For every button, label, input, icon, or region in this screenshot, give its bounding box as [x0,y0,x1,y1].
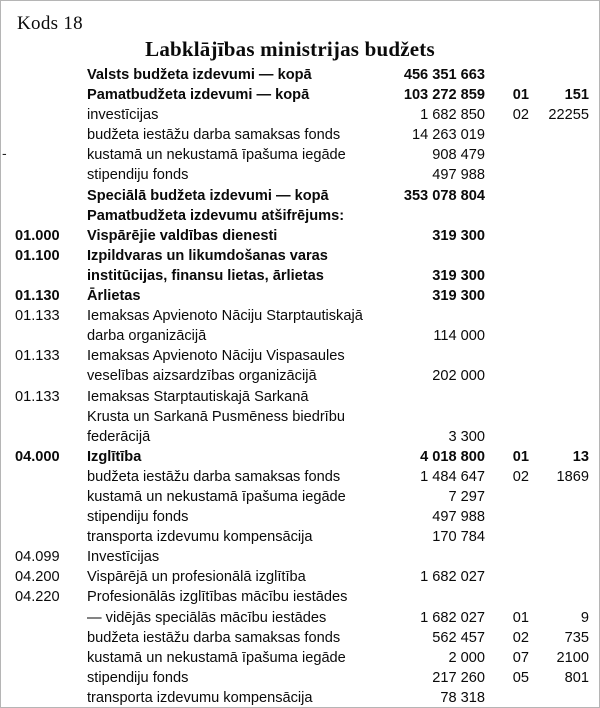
table-row [15,507,589,527]
row-desc: veselības aizsardzības organizācijā [87,368,317,385]
row-col1: 01 [512,87,529,104]
row-amount: 1 682 027 [420,609,485,626]
table-row [15,246,589,266]
row-desc: Pamatbudžeta izdevumi — kopā [87,87,310,104]
row-desc: — vidējās speciālās mācību iestādes [87,609,327,626]
row-desc: Izpildvaras un likumdošanas varas [87,247,328,264]
row-amount: 562 457 [432,629,485,646]
row-amount: 4 018 800 [420,448,485,465]
table-row [15,366,589,386]
row-amount: 908 479 [432,147,485,164]
row-desc: Profesionālās izglītības mācību iestādes [87,589,348,606]
row-amount: 114 000 [433,328,485,345]
row-col2: 1869 [556,468,589,485]
row-desc: kustamā un nekustamā īpašuma iegāde [87,488,346,505]
table-row [15,346,589,366]
budget-table [15,65,589,708]
row-code: 04.220 [15,589,60,606]
row-amount: 103 272 859 [403,87,485,104]
row-amount: 497 988 [432,509,485,526]
table-row [15,487,589,507]
table-row [15,125,589,145]
row-desc: stipendiju fonds [87,669,189,686]
scan-artifact-mark: - [2,145,7,161]
row-desc: institūcijas, finansu lietas, ārlietas [87,267,324,284]
table-row [15,105,589,125]
row-desc: Izglītība [87,448,142,465]
table-row [15,226,589,246]
row-desc: Iemaksas Apvienoto Nāciju Starptautiskajā [87,308,363,325]
row-desc: kustamā un nekustamā īpašuma iegāde [87,649,346,666]
table-row [15,266,589,286]
row-code: 04.000 [15,448,60,465]
row-amount: 1 682 850 [420,107,485,124]
row-desc: investīcijas [87,107,159,124]
row-amount: 456 351 663 [403,67,485,83]
row-desc: Iemaksas Starptautiskajā Sarkanā [87,388,309,405]
row-amount: 3 300 [448,428,485,445]
table-row [15,65,589,85]
table-row [15,165,589,185]
row-col1: 07 [512,649,529,666]
row-col1: 05 [512,669,529,686]
row-desc: budžeta iestāžu darba samaksas fonds [87,468,341,485]
row-desc: Investīcijas [87,549,160,566]
row-code: 01.130 [15,288,60,305]
table-row [15,145,589,165]
row-amount: 497 988 [432,167,485,184]
table-row [15,467,589,487]
kods-label: Kods 18 [17,13,83,34]
row-amount: 14 263 019 [411,127,485,144]
row-col2: 801 [564,669,589,686]
row-amount: 1 682 027 [420,569,485,586]
row-code: 01.100 [15,247,60,264]
row-col2: 735 [564,629,589,646]
row-code: 01.133 [15,348,60,365]
row-desc: Vispārējā un profesionālā izglītība [87,569,306,586]
row-col2: 13 [572,448,589,465]
row-col2: 151 [564,87,589,104]
row-desc: Krusta un Sarkanā Pusmēness biedrību [87,408,345,425]
table-row [15,688,589,708]
table-row [15,628,589,648]
row-desc: federācijā [87,428,151,445]
row-col1: 02 [512,629,529,646]
row-amount: 353 078 804 [403,187,485,204]
row-desc: Valsts budžeta izdevumi — kopā [87,67,312,83]
table-row [15,608,589,628]
table-row [15,447,589,467]
row-desc: kustamā un nekustamā īpašuma iegāde [87,147,346,164]
table-row [15,286,589,306]
table-row [15,85,589,105]
row-code: 04.099 [15,549,60,566]
table-row [15,206,589,226]
row-code: 01.000 [15,227,60,244]
row-desc: budžeta iestāžu darba samaksas fonds [87,127,341,144]
row-desc: stipendiju fonds [87,167,189,184]
row-desc: transporta izdevumu kompensācija [87,529,313,546]
row-amount: 217 260 [432,669,485,686]
row-col1: 01 [512,609,529,626]
table-row [15,387,589,407]
page-title: Labklājības ministrijas budžets [145,37,435,61]
row-desc: transporta izdevumu kompensācija [87,689,313,706]
table-row [15,587,589,607]
row-col2: 2100 [556,649,589,666]
row-desc: Pamatbudžeta izdevumu atšifrējums: [87,207,345,224]
table-row [15,326,589,346]
row-desc: Vispārējie valdības dienesti [87,227,278,244]
table-row [15,306,589,326]
row-desc: Speciālā budžeta izdevumi — kopā [87,187,329,204]
row-amount: 78 318 [440,689,485,706]
row-code: 01.133 [15,308,60,325]
row-desc: Ārlietas [87,288,141,305]
table-row [15,668,589,688]
table-row [15,547,589,567]
table-row [15,527,589,547]
row-desc: Iemaksas Apvienoto Nāciju Vispasaules [87,348,345,365]
table-row [15,427,589,447]
row-amount: 319 300 [432,288,485,305]
row-code: 04.200 [15,569,60,586]
table-row [15,407,589,427]
row-col1: 02 [512,468,529,485]
row-desc: stipendiju fonds [87,509,189,526]
row-col2: 22255 [548,107,589,124]
row-amount: 1 484 647 [420,468,485,485]
row-col1: 02 [512,107,529,124]
row-code: 01.133 [15,388,60,405]
row-col2: 9 [580,609,589,626]
table-row [15,186,589,206]
row-desc: darba organizācijā [87,328,207,345]
row-amount: 7 297 [448,488,485,505]
row-amount: 319 300 [432,227,485,244]
row-amount: 2 000 [448,649,485,666]
row-amount: 202 000 [432,368,485,385]
row-desc: budžeta iestāžu darba samaksas fonds [87,629,341,646]
row-col1: 01 [512,448,529,465]
row-amount: 319 300 [432,267,485,284]
table-row [15,648,589,668]
table-row [15,567,589,587]
row-amount: 170 784 [432,529,485,546]
